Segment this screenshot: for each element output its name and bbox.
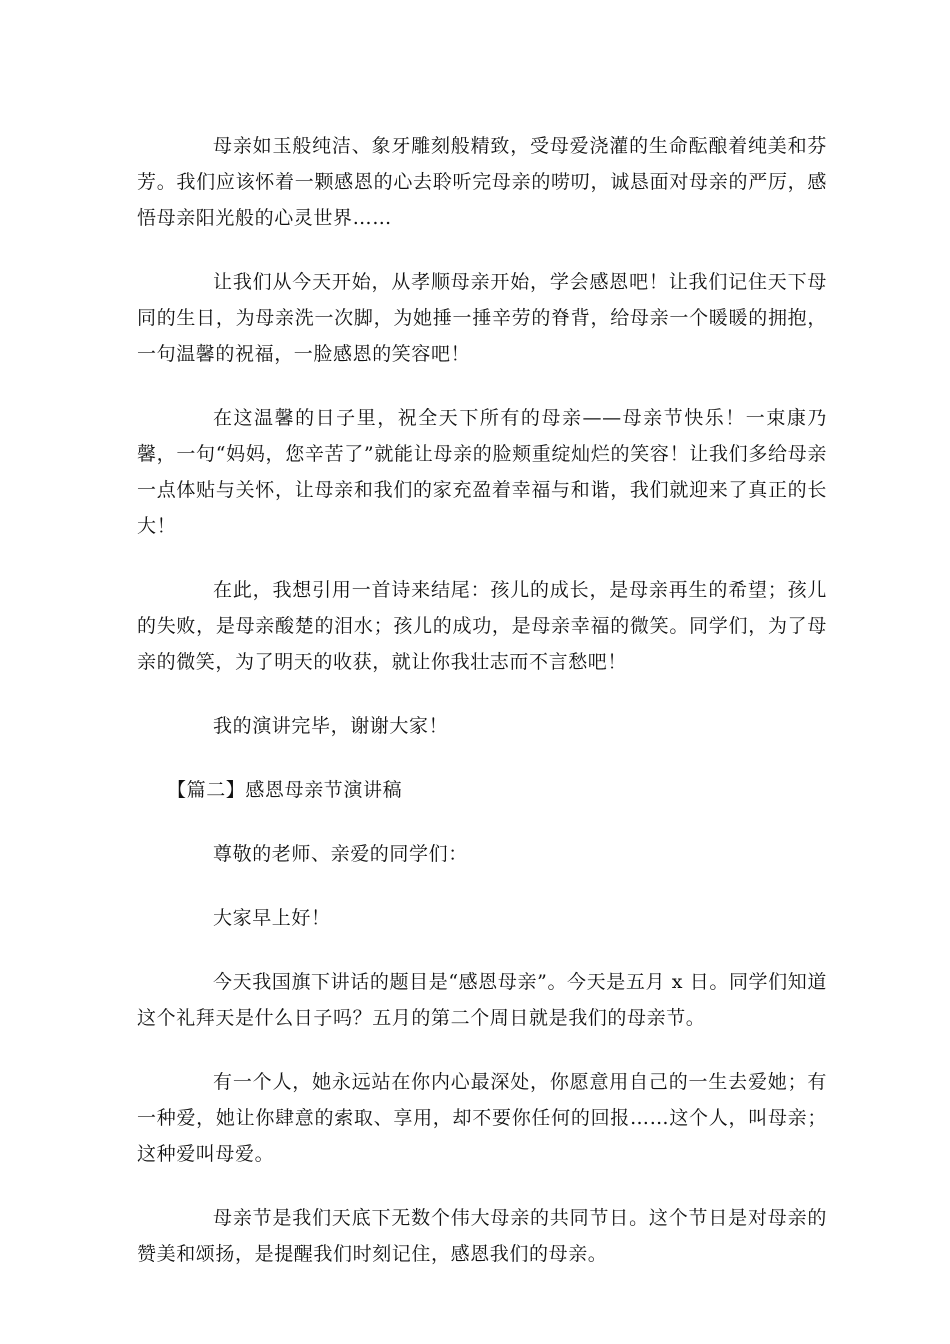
paragraph-poem-ending: 在此，我想引用一首诗来结尾：孩儿的成长，是母亲再生的希望；孩儿的失败，是母亲酸楚的泪水；孩儿的成功，是母亲幸福的微笑。同学们，为了母亲的微笑，为了明天的收获，就让你我壮志而不言愁吧！: [137, 579, 827, 673]
paragraph-mother-purity: 母亲如玉般纯洁、象牙雕刻般精致，受母爱浇灌的生命酝酿着纯美和芬芳。我们应该怀着一颗感恩的心去聆听完母亲的唠叨，诚恳面对母亲的严厉，感悟母亲阳光般的心灵世界……: [137, 135, 827, 229]
paragraph-warm-day: 在这温馨的日子里，祝全天下所有的母亲——母亲节快乐！一束康乃馨，一句“妈妈，您辛苦了”就能让母亲的脸颊重绽灿烂的笑容！让我们多给母亲一点体贴与关怀，让母亲和我们的家充盈着幸福与和谐，我们就迎来了真正的长大！: [137, 407, 827, 537]
paragraph-speech-end: 我的演讲完毕，谢谢大家！: [213, 715, 449, 737]
paragraph-speech-topic: 今天我国旗下讲话的题目是“感恩母亲”。今天是五月 x 日。同学们知道这个礼拜天是什么日子吗？五月的第二个周日就是我们的母亲节。: [137, 971, 827, 1029]
paragraph-start-today: 让我们从今天开始，从孝顺母亲开始，学会感恩吧！让我们记住天下母同的生日，为母亲洗一次脚，为她捶一捶辛劳的脊背，给母亲一个暖暖的拥抱，一句温馨的祝福，一脸感恩的笑容吧！: [137, 271, 827, 365]
paragraph-greeting-audience: 尊敬的老师、亲爱的同学们：: [213, 843, 468, 865]
paragraph-good-morning: 大家早上好！: [213, 907, 331, 929]
document-page: [137, 128, 827, 1300]
paragraph-mothers-day: 母亲节是我们天底下无数个伟大母亲的共同节日。这个节日是对母亲的赞美和颂扬，是提醒我们时刻记住，感恩我们的母亲。: [137, 1207, 827, 1265]
section-heading: 【篇二】感恩母亲节演讲稿: [167, 779, 403, 801]
paragraph-someone: 有一个人，她永远站在你内心最深处，你愿意用自己的一生去爱她；有一种爱，她让你肆意的索取、享用，却不要你任何的回报……这个人，叫母亲；这种爱叫母爱。: [137, 1071, 827, 1165]
